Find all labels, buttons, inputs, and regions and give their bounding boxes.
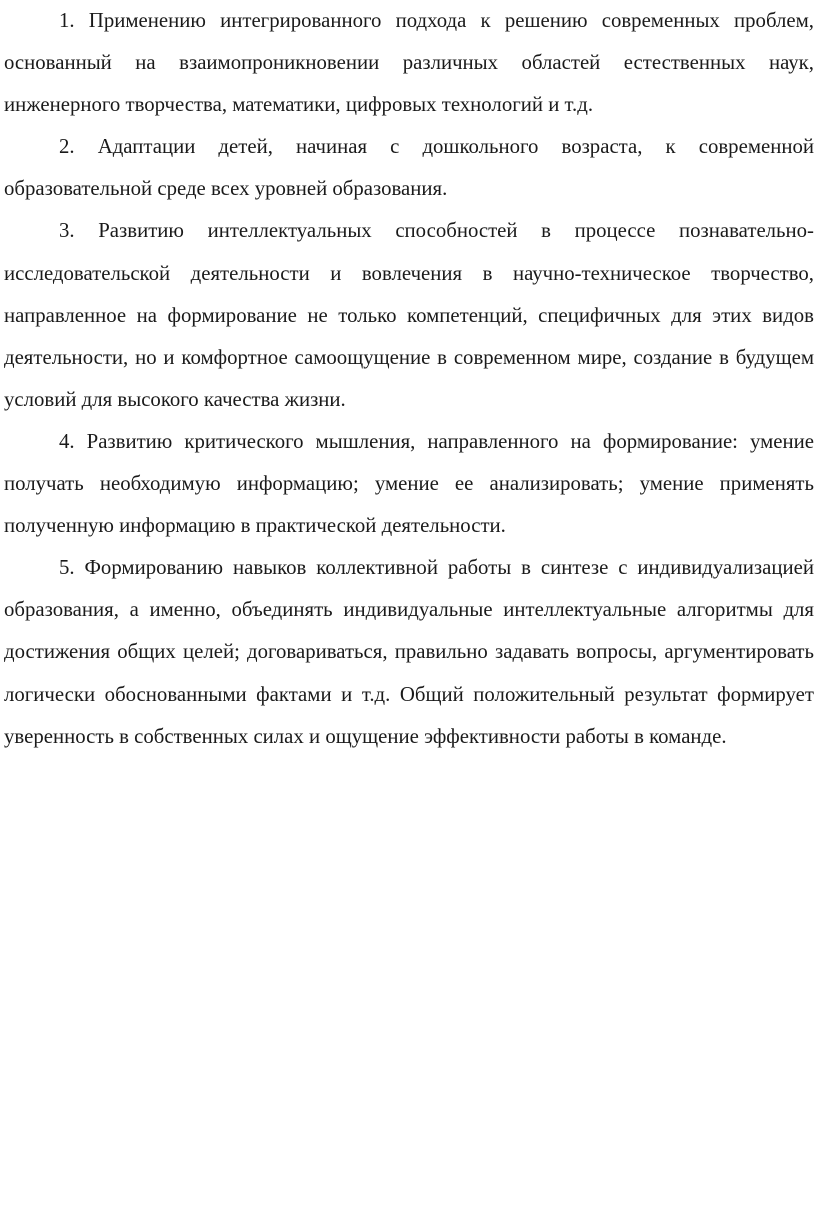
paragraph-4: 4. Развитию критического мышления, направленного на формирование: умение получать необходимую информацию; умение ее анализировать; умение применять полученную информацию в практической деятельности. (4, 429, 814, 538)
paragraph-5: 5. Формированию навыков коллективной работы в синтезе с индивидуализацией образования, а именно, объединять индивидуальные интеллектуальные алгоритмы для достижения общих целей; договариваться, правильно задавать вопросы, аргументировать логически обоснованными фактами и т.д. Общий положительный результат формирует уверенность в собственных силах и ощущение эффективности работы в команде. (4, 556, 814, 748)
paragraph-3: 3. Развитию интеллектуальных способностей в процессе познавательно-исследовательской деятельности и вовлечения в научно-техническое творчество, направленное на формирование не только компетенций, специфичных для этих видов деятельности, но и комфортное самоощущение в современном мире, создание в будущем условий для высокого качества жизни. (4, 219, 814, 411)
paragraph-1: 1. Применению интегрированного подхода к решению современных проблем, основанный на взаимопроникновении различных областей естественных наук, инженерного творчества, математики, цифровых технологий и т.д. (4, 9, 814, 117)
document-body (4, 0, 814, 758)
paragraph-2: 2. Адаптации детей, начиная с дошкольного возраста, к современной образовательной среде всех уровней образования. (4, 135, 814, 201)
